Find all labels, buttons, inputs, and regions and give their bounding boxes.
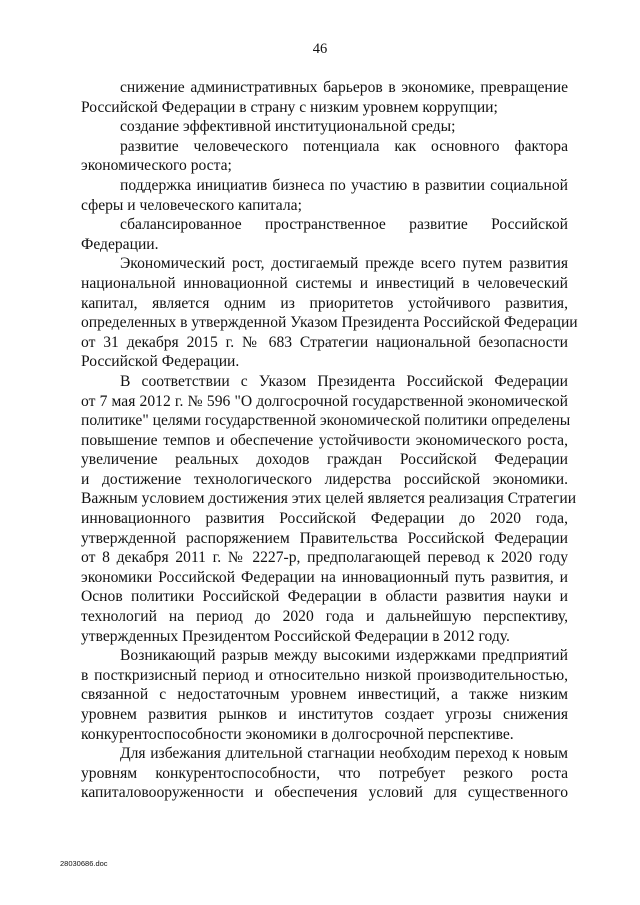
text-line: Федерации. — [81, 235, 159, 253]
text-line: создание эффективной институциональной среды; — [120, 118, 456, 136]
text-line: утвержденных Президентом Российской Федерации в 2012 году. — [81, 627, 510, 645]
text-line: утвержденной распоряжением Правительства Российской Федерации — [81, 529, 568, 547]
text-line: сбалансированное пространственное развитие Российской — [120, 216, 568, 234]
text-line: технологий на период до 2020 года и дальнейшую перспективу, — [81, 608, 568, 626]
text-line: определенных в утвержденной Указом Президента Российской Федерации — [81, 314, 578, 332]
paragraph-p6 — [81, 254, 578, 372]
text-line: В соответствии с Указом Президента Российской Федерации — [120, 372, 568, 390]
text-line: политике" целями государственной экономической политики определены — [81, 412, 571, 430]
text-line: снижение административных барьеров в экономике, превращение — [120, 79, 568, 96]
text-line: Важным условием достижения этих целей является реализация Стратегии — [81, 490, 577, 508]
text-line: связанной с недостаточным уровнем инвестиций, а также низким — [81, 686, 568, 704]
text-line: Возникающий разрыв между высокими издержками предприятий — [120, 647, 568, 665]
text-line: Экономический рост, достигаемый прежде всего путем развития — [120, 255, 568, 273]
text-line: от 8 декабря 2011 г. № 2227-р, предполагающей перевод к 2020 году — [81, 549, 568, 567]
paragraph-p8 — [81, 646, 568, 744]
text-line: Для избежания длительной стагнации необходим переход к новым — [120, 745, 568, 763]
paragraph-p3 — [81, 137, 568, 176]
text-line: и достижение технологического лидерства российской экономики. — [81, 470, 568, 488]
text-line: Российской Федерации в страну с низким уровнем коррупции; — [81, 98, 498, 116]
text-line: повышение темпов и обеспечение устойчивости экономического роста, — [81, 431, 568, 449]
page-number: 46 — [312, 41, 328, 57]
text-line: в посткризисный период и относительно низкой производительностью, — [81, 666, 568, 684]
document-filename: 28030686.doc — [60, 859, 108, 868]
text-line: капитал, является одним из приоритетов устойчивого развития, — [81, 294, 568, 312]
text-line: уровням конкурентоспособности, что потребует резкого роста — [81, 764, 568, 782]
text-line: экономического роста; — [81, 157, 232, 175]
text-line: от 31 декабря 2015 г. № 683 Стратегии национальной безопасности — [81, 333, 568, 351]
text-line: капиталовооруженности и обеспечения условий для существенного — [81, 784, 568, 802]
paragraph-p1 — [81, 78, 568, 117]
text-line: уровнем развития рынков и институтов создает угрозы снижения — [81, 706, 568, 723]
paragraph-p4 — [81, 176, 568, 215]
text-line: экономики Российской Федерации на инновационный путь развития, и — [81, 568, 568, 586]
text-line: национальной инновационной системы и инвестиций в человеческий — [81, 274, 568, 292]
paragraph-p9 — [81, 744, 568, 803]
text-line: увеличение реальных доходов граждан Российской Федерации — [81, 451, 568, 469]
text-line: Основ политики Российской Федерации в области развития науки и — [81, 588, 568, 606]
paragraph-p7 — [81, 372, 577, 646]
paragraph-p2 — [81, 117, 568, 137]
text-line: развитие человеческого потенциала как основного фактора — [120, 137, 568, 155]
text-line: поддержка инициатив бизнеса по участию в развитии социальной — [120, 176, 568, 194]
text-line: инновационного развития Российской Федерации до 2020 года, — [81, 510, 568, 528]
document-body — [81, 78, 578, 803]
text-line: сферы и человеческого капитала; — [81, 196, 302, 214]
text-line: от 7 мая 2012 г. № 596 "О долгосрочной государственной экономической — [81, 392, 568, 410]
text-line: конкурентоспособности экономики в долгосрочной перспективе. — [81, 725, 514, 743]
text-line: Российской Федерации. — [81, 353, 240, 371]
paragraph-p5 — [81, 215, 568, 254]
